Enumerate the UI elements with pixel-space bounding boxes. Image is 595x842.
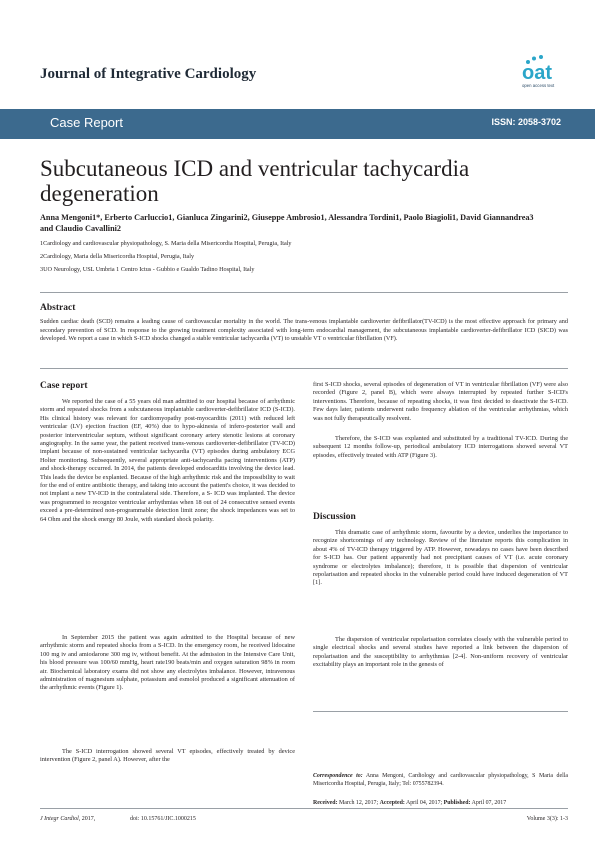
abstract-top-divider xyxy=(40,292,568,293)
received-label: Received: xyxy=(313,800,338,806)
correspondence-block xyxy=(313,772,568,789)
author-list-line-2: and Claudio Cavallini2 xyxy=(40,224,121,233)
case-report-paragraph-2: In September 2015 the patient was again admitted to the Hospital because of new arrhythmic storm and repeated shocks from a S-ICD. In the emergency room, he received lidocaine 100 mg iv and amiodarone 300 mg iv, without benefit. At the admission in the Intensive Care Unit, his blood pressure was 100/60 mmHg, heart rate190 beats/min and oxygen saturation 98% in room air. Biochemical laboratory exams did not show any electrolytes imbalance. However, intravenous administration of magnesium sulphate, potassium and esmolol produced a significant attenuation of the arrhythmic events (Figure 1). xyxy=(40,634,295,692)
received-date: March 12, 2017; xyxy=(339,800,379,806)
article-dates xyxy=(313,800,568,806)
article-title-line-1: Subcutaneous ICD and ventricular tachycardia xyxy=(40,156,470,181)
oat-logo xyxy=(518,54,568,94)
journal-title: Journal of Integrative Cardiology xyxy=(40,66,257,82)
case-report-paragraph-4: Therefore, the S-ICD was explanted and substituted by a traditional TV-ICD. During the subsequent 12 months follow-up, periodical ambulatory ICD interrogations showed several VT episodes, effectively treated with ATP (Figure 3). xyxy=(313,435,568,459)
published-label: Published: xyxy=(443,800,471,806)
discussion-heading: Discussion xyxy=(313,512,356,522)
footer-journal-abbrev: J Integr Cardiol, xyxy=(40,816,81,822)
footer-volume: Volume 3(3): 1-3 xyxy=(526,816,568,822)
author-list xyxy=(40,212,568,234)
case-report-paragraph-1: We reported the case of a 55 years old man admitted to our hospital because of arrhythmic storm and repeated shocks from a subcutaneous implantable cardioverter-defibrillator ICD (S-ICD). His clinical history was relevant for cardiomyopathy post-myocarditis (2011) with reduced left ventricular (LV) ejection fraction (EF, 40%) due to hypo-akinesia of infero-posterior wall and posterior interventricular septum, without significant coronary artery stenotic lesions at coronary angiography. In the same year, the patient received trans-venous cardioverter-defibrillator (TV-ICD) implant because of non-sustained ventricular tachycardia (VT) episodes during ambulatory ECG Holter monitoring. Subsequently, several appropriate anti-tachycardia pacing interventions (ATP) and shock-therapy occurred. In 2014, the patients developed endocarditis involving the device lead. This leads the device be explanted. Because of the high arrhythmic risk and the impossibility to wait for the end of entire antibiotic therapy, and taking into account the patient's choice, it was decided to not implant a new TV-ICD in the contralateral side. Therefore, a S- ICD was implanted. The device was programmed to recognize ventricular arrhythmias when 18 out of 24 consecutive sensed events exceed a pre-determined non-programmable detection limit zone; the shock impedances was set to 64 Ohm and the shock energy 80 Joule, with standard shock polarity. xyxy=(40,398,295,523)
abstract-heading: Abstract xyxy=(40,303,76,313)
abstract-bottom-divider xyxy=(40,368,568,369)
logo-dot xyxy=(539,55,543,59)
issn-label: ISSN: 2058-3702 xyxy=(491,117,561,127)
affiliation-1: 1Cardiology and cardiovascular physiopathology, S. Maria della Misericordia Hospital, Perugia, Italy xyxy=(40,240,292,247)
correspondence-text: Anna Mengoni, Cardiology and cardiovascular physiopathology, S Maria della Misericordia Hospital, Perugia, Italy; Tel: 0755782394. xyxy=(313,773,568,788)
accepted-label: Accepted: xyxy=(379,800,405,806)
accepted-date: April 04, 2017; xyxy=(405,800,443,806)
affiliation-3: 3UO Neurology, USL Umbria 1 Centro Ictus - Gubbio e Gualdo Tadino Hospital, Italy xyxy=(40,266,255,273)
article-type-banner xyxy=(0,109,595,139)
discussion-paragraph-2: The dispersion of ventricular repolarisation correlates closely with the vulnerable period to single electrical shocks and several studies have reported a link between the dispersion of repolarisation and the susceptibility to arrhythmias [2-4]. Non-uniform recovery of ventricular excitability plays an important role in the genesis of xyxy=(313,636,568,669)
footer-doi: doi: 10.15761/JIC.1000215 xyxy=(130,816,196,822)
logo-subtext: open access text xyxy=(522,83,555,88)
case-report-paragraph-3: The S-ICD interrogation showed several VT episodes, effectively treated by device intervention (Figure 2, panel A). However, after the xyxy=(40,748,295,764)
correspondence-divider xyxy=(313,711,568,712)
footer-year: 2017, xyxy=(80,816,96,822)
article-type-label: Case Report xyxy=(50,115,123,130)
article-title-line-2: degeneration xyxy=(40,181,159,206)
affiliation-2: 2Cardiology, Maria della Misericordia Hospital, Perugia, Italy xyxy=(40,253,195,260)
logo-dot xyxy=(532,57,536,61)
footer-divider xyxy=(40,808,568,809)
abstract-text: Sudden cardiac death (SCD) remains a leading cause of cardiovascular mortality in the world. The trans-venous implantable cardioverter defibrillator(TV-ICD) is the most effective approach for primary and secondary prevention of SCD. In response to the growing treatment complexity associated with long-term endocardial management, the subcutaneous implantable cardioverter-defibrillator ICD (SICD) was developed. We report a case in which S-ICD shocks changed a stable ventricular tachycardia (VT) to unstable VT o ventricular fibrillation (VF). xyxy=(40,318,568,343)
case-report-heading: Case report xyxy=(40,381,88,391)
logo-text: oat xyxy=(522,62,552,84)
discussion-paragraph-1: This dramatic case of arrhythmic storm, favourite by a device, underlies the importance to recognize shortcomings of any technology. Review of the literature reports this complication in about 4% of TV-ICD therapy triggered by ATP. However, nowadays no cases have been described for S-ICD has. Our patient apparently had not precipitant causes of VT (i.e. acute coronary syndrome or electrolytes imbalance); therefore, it is possible that dispersion of ventricular repolarisation and repeated shocks in the vulnerable period could have induced degeneration of VT [1]. xyxy=(313,529,568,587)
footer-citation xyxy=(40,816,95,822)
article-title xyxy=(40,156,560,206)
correspondence-label: Correspondence to: xyxy=(313,773,363,779)
author-list-line-1: Anna Mengoni1*, Erberto Carluccio1, Gianluca Zingarini2, Giuseppe Ambrosio1, Alessandra Tordini1, Paolo Biagioli1, David Giannandrea3 xyxy=(40,213,534,222)
case-report-continued-paragraph: first S-ICD shocks, several episodes of degeneration of VT in ventricular fibrillation (VF) were also recorded (Figure 2, panel B), which were always interrupted by repeated further S-ICD's interventions. Therefore, because of repeating shocks, it was first decided to deactivate the S-ICD. Few days later, patients underwent radio frequency ablation of the ventricular arrhythmias, which was not fully therapeutically resolvent. xyxy=(313,381,568,422)
published-date: April 07, 2017 xyxy=(471,800,507,806)
